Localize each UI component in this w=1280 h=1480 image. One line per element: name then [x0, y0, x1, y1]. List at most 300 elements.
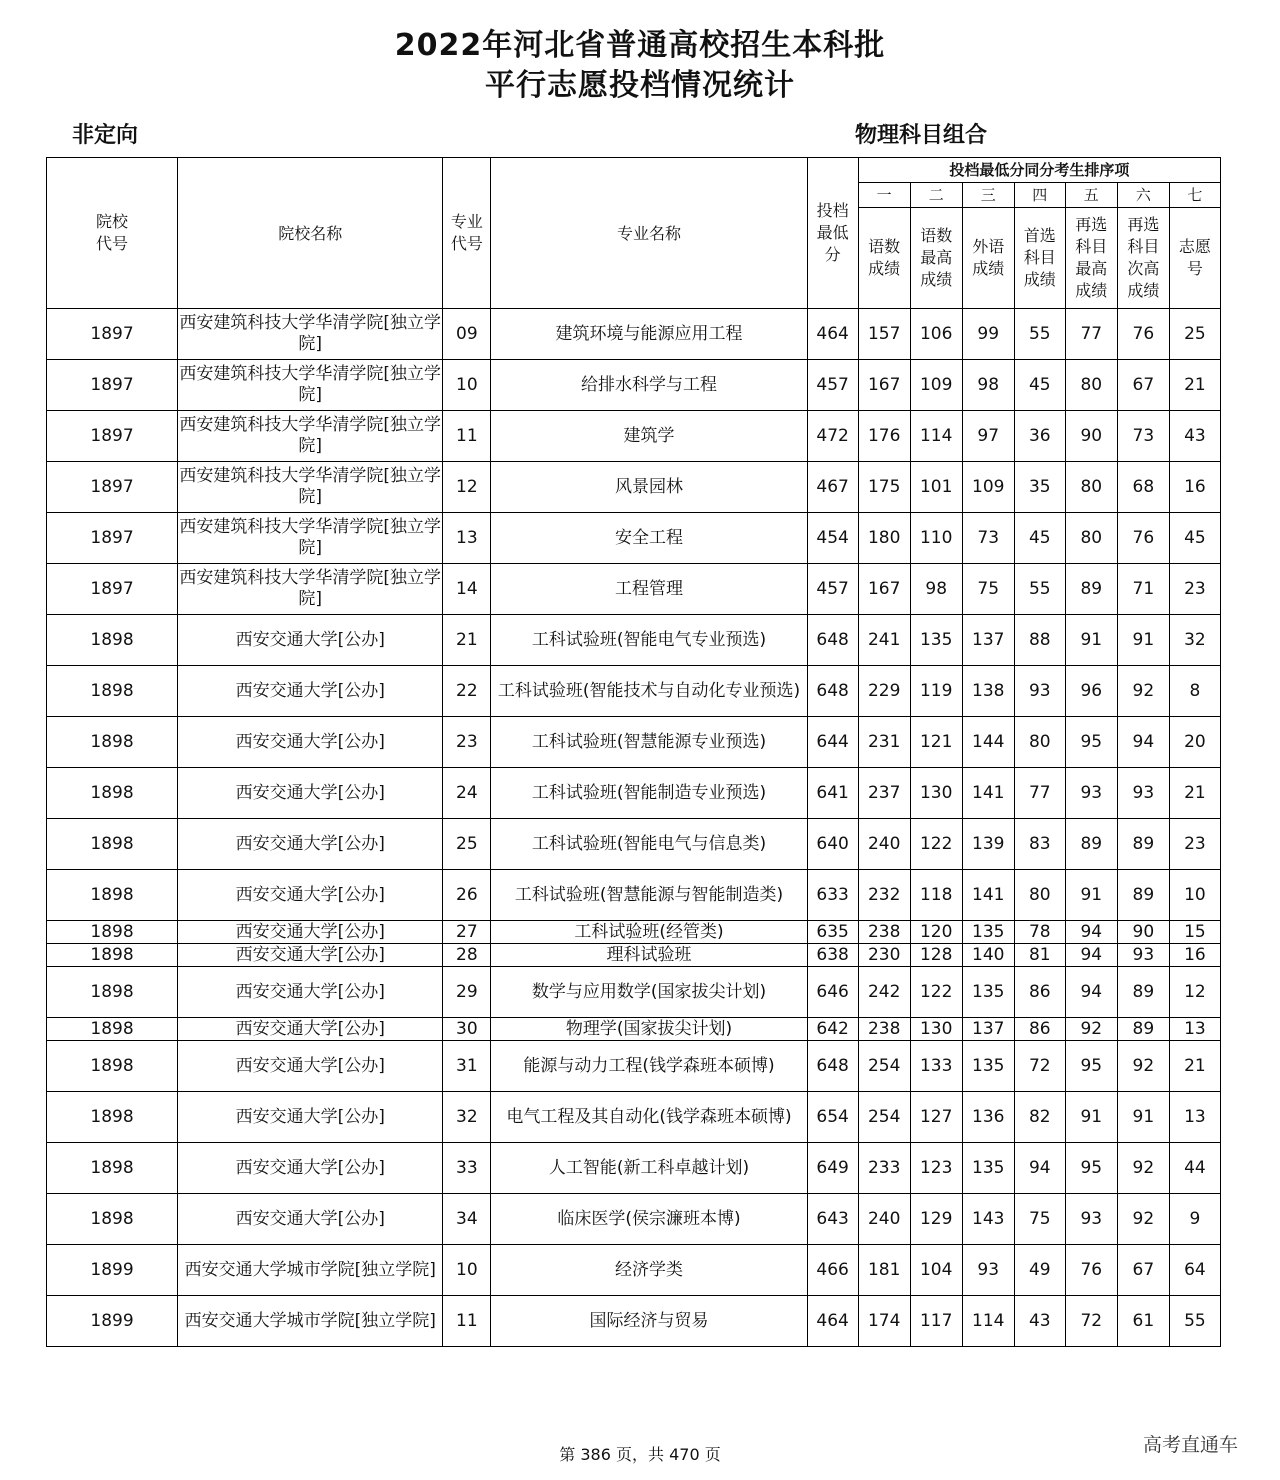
min-score-cell: 457 — [807, 564, 858, 615]
table-row — [47, 462, 1221, 513]
major-name-cell: 风景园林 — [491, 462, 807, 513]
school-name-cell: 西安建筑科技大学华清学院[独立学院] — [178, 513, 443, 564]
score-cell: 76 — [1117, 513, 1169, 564]
score-cell: 130 — [910, 768, 962, 819]
major-name-cell: 建筑环境与能源应用工程 — [491, 309, 807, 360]
header-item: 再选科目次高成绩 — [1117, 208, 1169, 309]
major-code-cell: 33 — [443, 1143, 491, 1194]
score-cell: 21 — [1169, 768, 1220, 819]
score-cell: 238 — [858, 921, 910, 944]
school-name-cell: 西安建筑科技大学华清学院[独立学院] — [178, 564, 443, 615]
header-item: 再选科目最高成绩 — [1065, 208, 1117, 309]
min-score-cell: 643 — [807, 1194, 858, 1245]
header-item: 首选科目成绩 — [1014, 208, 1065, 309]
score-cell: 36 — [1014, 411, 1065, 462]
min-score-cell: 646 — [807, 967, 858, 1018]
score-cell: 68 — [1117, 462, 1169, 513]
school-code-cell: 1898 — [47, 944, 178, 967]
school-name-cell: 西安建筑科技大学华清学院[独立学院] — [178, 411, 443, 462]
table-row — [47, 944, 1221, 967]
score-cell: 122 — [910, 819, 962, 870]
score-cell: 137 — [962, 1018, 1014, 1041]
school-name-cell: 西安交通大学[公办] — [178, 615, 443, 666]
score-cell: 21 — [1169, 1041, 1220, 1092]
header-order: 六 — [1117, 183, 1169, 208]
major-name-cell: 工科试验班(智慧能源专业预选) — [491, 717, 807, 768]
score-cell: 120 — [910, 921, 962, 944]
table-row — [47, 768, 1221, 819]
score-cell: 16 — [1169, 944, 1220, 967]
table-row — [47, 1245, 1221, 1296]
score-cell: 95 — [1065, 1143, 1117, 1194]
table-row — [47, 921, 1221, 944]
school-name-cell: 西安建筑科技大学华清学院[独立学院] — [178, 462, 443, 513]
score-cell: 80 — [1014, 717, 1065, 768]
major-name-cell: 安全工程 — [491, 513, 807, 564]
major-code-cell: 11 — [443, 411, 491, 462]
page-title: 2022年河北省普通高校招生本科批 — [394, 28, 886, 63]
major-name-cell: 数学与应用数学(国家拔尖计划) — [491, 967, 807, 1018]
score-cell: 72 — [1065, 1296, 1117, 1347]
score-cell: 9 — [1169, 1194, 1220, 1245]
major-name-cell: 人工智能(新工科卓越计划) — [491, 1143, 807, 1194]
score-cell: 71 — [1117, 564, 1169, 615]
major-name-cell: 理科试验班 — [491, 944, 807, 967]
header-order: 七 — [1169, 183, 1220, 208]
school-name-cell: 西安交通大学[公办] — [178, 768, 443, 819]
score-cell: 92 — [1117, 1194, 1169, 1245]
min-score-cell: 644 — [807, 717, 858, 768]
score-cell: 93 — [962, 1245, 1014, 1296]
score-cell: 80 — [1065, 462, 1117, 513]
score-cell: 43 — [1014, 1296, 1065, 1347]
header-major-code: 专业代号 — [443, 158, 491, 309]
score-cell: 15 — [1169, 921, 1220, 944]
score-cell: 75 — [1014, 1194, 1065, 1245]
score-cell: 98 — [962, 360, 1014, 411]
score-cell: 93 — [1117, 768, 1169, 819]
score-cell: 130 — [910, 1018, 962, 1041]
category-label: 非定向 — [72, 123, 139, 148]
header-tiebreak-group: 投档最低分同分考生排序项 — [858, 158, 1220, 183]
score-cell: 86 — [1014, 1018, 1065, 1041]
school-code-cell: 1898 — [47, 819, 178, 870]
score-cell: 240 — [858, 819, 910, 870]
score-cell: 90 — [1065, 411, 1117, 462]
score-cell: 21 — [1169, 360, 1220, 411]
score-cell: 80 — [1065, 513, 1117, 564]
score-cell: 229 — [858, 666, 910, 717]
score-cell: 139 — [962, 819, 1014, 870]
major-code-cell: 09 — [443, 309, 491, 360]
school-code-cell: 1898 — [47, 1018, 178, 1041]
score-cell: 13 — [1169, 1018, 1220, 1041]
score-cell: 135 — [962, 921, 1014, 944]
major-name-cell: 建筑学 — [491, 411, 807, 462]
table-row — [47, 1018, 1221, 1041]
min-score-cell: 467 — [807, 462, 858, 513]
major-code-cell: 21 — [443, 615, 491, 666]
major-code-cell: 34 — [443, 1194, 491, 1245]
school-code-cell: 1898 — [47, 717, 178, 768]
score-cell: 240 — [858, 1194, 910, 1245]
min-score-cell: 457 — [807, 360, 858, 411]
min-score-cell: 649 — [807, 1143, 858, 1194]
min-score-cell: 472 — [807, 411, 858, 462]
score-cell: 67 — [1117, 1245, 1169, 1296]
score-cell: 73 — [1117, 411, 1169, 462]
score-cell: 92 — [1065, 1018, 1117, 1041]
min-score-cell: 648 — [807, 1041, 858, 1092]
school-name-cell: 西安交通大学[公办] — [178, 819, 443, 870]
school-name-cell: 西安交通大学[公办] — [178, 717, 443, 768]
score-cell: 64 — [1169, 1245, 1220, 1296]
score-cell: 45 — [1169, 513, 1220, 564]
school-name-cell: 西安交通大学[公办] — [178, 1194, 443, 1245]
score-cell: 80 — [1014, 870, 1065, 921]
score-cell: 135 — [962, 967, 1014, 1018]
score-cell: 23 — [1169, 819, 1220, 870]
score-cell: 93 — [1065, 1194, 1117, 1245]
score-cell: 181 — [858, 1245, 910, 1296]
score-cell: 167 — [858, 564, 910, 615]
score-cell: 175 — [858, 462, 910, 513]
score-cell: 135 — [910, 615, 962, 666]
min-score-cell: 640 — [807, 819, 858, 870]
score-cell: 127 — [910, 1092, 962, 1143]
school-name-cell: 西安建筑科技大学华清学院[独立学院] — [178, 309, 443, 360]
score-cell: 117 — [910, 1296, 962, 1347]
min-score-cell: 466 — [807, 1245, 858, 1296]
table-row — [47, 513, 1221, 564]
school-code-cell: 1897 — [47, 462, 178, 513]
score-cell: 123 — [910, 1143, 962, 1194]
major-name-cell: 物理学(国家拔尖计划) — [491, 1018, 807, 1041]
score-cell: 92 — [1117, 666, 1169, 717]
score-cell: 254 — [858, 1041, 910, 1092]
school-code-cell: 1897 — [47, 411, 178, 462]
score-cell: 8 — [1169, 666, 1220, 717]
page-number: 第 386 页，共 470 页 — [559, 1445, 721, 1464]
score-cell: 20 — [1169, 717, 1220, 768]
score-cell: 110 — [910, 513, 962, 564]
score-cell: 12 — [1169, 967, 1220, 1018]
score-cell: 89 — [1117, 870, 1169, 921]
header-order: 三 — [962, 183, 1014, 208]
major-code-cell: 27 — [443, 921, 491, 944]
header-item: 语数成绩 — [858, 208, 910, 309]
score-cell: 230 — [858, 944, 910, 967]
min-score-cell: 648 — [807, 615, 858, 666]
table-row — [47, 819, 1221, 870]
score-cell: 119 — [910, 666, 962, 717]
major-code-cell: 24 — [443, 768, 491, 819]
score-cell: 94 — [1065, 944, 1117, 967]
school-code-cell: 1898 — [47, 1143, 178, 1194]
score-cell: 180 — [858, 513, 910, 564]
score-cell: 73 — [962, 513, 1014, 564]
score-cell: 174 — [858, 1296, 910, 1347]
score-cell: 241 — [858, 615, 910, 666]
score-cell: 99 — [962, 309, 1014, 360]
score-cell: 157 — [858, 309, 910, 360]
school-code-cell: 1899 — [47, 1245, 178, 1296]
score-cell: 67 — [1117, 360, 1169, 411]
major-name-cell: 经济学类 — [491, 1245, 807, 1296]
school-name-cell: 西安建筑科技大学华清学院[独立学院] — [178, 360, 443, 411]
score-cell: 104 — [910, 1245, 962, 1296]
school-name-cell: 西安交通大学[公办] — [178, 666, 443, 717]
score-cell: 93 — [1065, 768, 1117, 819]
major-name-cell: 工科试验班(智能制造专业预选) — [491, 768, 807, 819]
score-cell: 82 — [1014, 1092, 1065, 1143]
watermark: 高考直通车 — [1143, 1434, 1239, 1456]
score-cell: 80 — [1065, 360, 1117, 411]
score-cell: 92 — [1117, 1143, 1169, 1194]
score-cell: 101 — [910, 462, 962, 513]
header-order: 五 — [1065, 183, 1117, 208]
score-cell: 13 — [1169, 1092, 1220, 1143]
school-code-cell: 1898 — [47, 1194, 178, 1245]
header-min-score: 投档最低分 — [807, 158, 858, 309]
major-code-cell: 13 — [443, 513, 491, 564]
table-row — [47, 967, 1221, 1018]
score-cell: 143 — [962, 1194, 1014, 1245]
school-code-cell: 1898 — [47, 1041, 178, 1092]
table-row — [47, 564, 1221, 615]
score-cell: 77 — [1065, 309, 1117, 360]
school-name-cell: 西安交通大学[公办] — [178, 967, 443, 1018]
major-name-cell: 给排水科学与工程 — [491, 360, 807, 411]
school-name-cell: 西安交通大学[公办] — [178, 870, 443, 921]
major-name-cell: 工程管理 — [491, 564, 807, 615]
score-cell: 109 — [962, 462, 1014, 513]
major-code-cell: 12 — [443, 462, 491, 513]
score-cell: 86 — [1014, 967, 1065, 1018]
header-school-code: 院校代号 — [47, 158, 178, 309]
score-cell: 78 — [1014, 921, 1065, 944]
score-cell: 167 — [858, 360, 910, 411]
subject-combination-label: 物理科目组合 — [855, 123, 988, 148]
school-name-cell: 西安交通大学城市学院[独立学院] — [178, 1296, 443, 1347]
score-cell: 55 — [1014, 564, 1065, 615]
score-cell: 140 — [962, 944, 1014, 967]
school-code-cell: 1899 — [47, 1296, 178, 1347]
school-name-cell: 西安交通大学[公办] — [178, 1143, 443, 1194]
school-name-cell: 西安交通大学[公办] — [178, 1092, 443, 1143]
score-cell: 91 — [1117, 615, 1169, 666]
score-cell: 91 — [1117, 1092, 1169, 1143]
major-code-cell: 29 — [443, 967, 491, 1018]
school-code-cell: 1897 — [47, 513, 178, 564]
major-name-cell: 工科试验班(经管类) — [491, 921, 807, 944]
score-cell: 176 — [858, 411, 910, 462]
score-cell: 81 — [1014, 944, 1065, 967]
score-cell: 109 — [910, 360, 962, 411]
major-name-cell: 工科试验班(智慧能源与智能制造类) — [491, 870, 807, 921]
score-cell: 83 — [1014, 819, 1065, 870]
score-cell: 135 — [962, 1041, 1014, 1092]
major-code-cell: 11 — [443, 1296, 491, 1347]
major-code-cell: 32 — [443, 1092, 491, 1143]
score-cell: 76 — [1065, 1245, 1117, 1296]
table-row — [47, 411, 1221, 462]
header-school-name: 院校名称 — [178, 158, 443, 309]
min-score-cell: 642 — [807, 1018, 858, 1041]
score-cell: 94 — [1065, 921, 1117, 944]
score-cell: 98 — [910, 564, 962, 615]
score-cell: 44 — [1169, 1143, 1220, 1194]
major-name-cell: 工科试验班(智能电气专业预选) — [491, 615, 807, 666]
admission-table — [46, 157, 1221, 1347]
score-cell: 95 — [1065, 717, 1117, 768]
header-item: 语数最高成绩 — [910, 208, 962, 309]
score-cell: 141 — [962, 870, 1014, 921]
score-cell: 144 — [962, 717, 1014, 768]
school-code-cell: 1898 — [47, 615, 178, 666]
score-cell: 23 — [1169, 564, 1220, 615]
score-cell: 89 — [1065, 819, 1117, 870]
major-code-cell: 10 — [443, 360, 491, 411]
school-code-cell: 1898 — [47, 967, 178, 1018]
major-name-cell: 电气工程及其自动化(钱学森班本硕博) — [491, 1092, 807, 1143]
school-name-cell: 西安交通大学[公办] — [178, 1018, 443, 1041]
score-cell: 96 — [1065, 666, 1117, 717]
school-name-cell: 西安交通大学城市学院[独立学院] — [178, 1245, 443, 1296]
table-row — [47, 1092, 1221, 1143]
score-cell: 141 — [962, 768, 1014, 819]
score-cell: 118 — [910, 870, 962, 921]
score-cell: 88 — [1014, 615, 1065, 666]
score-cell: 72 — [1014, 1041, 1065, 1092]
table-row — [47, 717, 1221, 768]
min-score-cell: 641 — [807, 768, 858, 819]
score-cell: 89 — [1117, 967, 1169, 1018]
score-cell: 137 — [962, 615, 1014, 666]
header-order: 二 — [910, 183, 962, 208]
score-cell: 242 — [858, 967, 910, 1018]
school-code-cell: 1898 — [47, 1092, 178, 1143]
table-row — [47, 360, 1221, 411]
major-name-cell: 临床医学(侯宗濂班本博) — [491, 1194, 807, 1245]
school-name-cell: 西安交通大学[公办] — [178, 921, 443, 944]
school-code-cell: 1898 — [47, 768, 178, 819]
score-cell: 114 — [962, 1296, 1014, 1347]
score-cell: 91 — [1065, 870, 1117, 921]
score-cell: 45 — [1014, 513, 1065, 564]
school-name-cell: 西安交通大学[公办] — [178, 1041, 443, 1092]
major-code-cell: 22 — [443, 666, 491, 717]
header-major-name: 专业名称 — [491, 158, 807, 309]
score-cell: 106 — [910, 309, 962, 360]
score-cell: 49 — [1014, 1245, 1065, 1296]
score-cell: 25 — [1169, 309, 1220, 360]
score-cell: 138 — [962, 666, 1014, 717]
score-cell: 45 — [1014, 360, 1065, 411]
school-name-cell: 西安交通大学[公办] — [178, 944, 443, 967]
score-cell: 114 — [910, 411, 962, 462]
header-item: 志愿号 — [1169, 208, 1220, 309]
header-order: 一 — [858, 183, 910, 208]
score-cell: 16 — [1169, 462, 1220, 513]
score-cell: 97 — [962, 411, 1014, 462]
table-row — [47, 870, 1221, 921]
score-cell: 136 — [962, 1092, 1014, 1143]
school-code-cell: 1898 — [47, 921, 178, 944]
major-code-cell: 23 — [443, 717, 491, 768]
header-order: 四 — [1014, 183, 1065, 208]
major-code-cell: 25 — [443, 819, 491, 870]
score-cell: 128 — [910, 944, 962, 967]
score-cell: 93 — [1117, 944, 1169, 967]
min-score-cell: 648 — [807, 666, 858, 717]
score-cell: 94 — [1065, 967, 1117, 1018]
major-code-cell: 28 — [443, 944, 491, 967]
header-item: 外语成绩 — [962, 208, 1014, 309]
score-cell: 77 — [1014, 768, 1065, 819]
score-cell: 55 — [1169, 1296, 1220, 1347]
min-score-cell: 464 — [807, 309, 858, 360]
major-code-cell: 30 — [443, 1018, 491, 1041]
score-cell: 35 — [1014, 462, 1065, 513]
score-cell: 233 — [858, 1143, 910, 1194]
score-cell: 32 — [1169, 615, 1220, 666]
score-cell: 91 — [1065, 1092, 1117, 1143]
score-cell: 95 — [1065, 1041, 1117, 1092]
table-row — [47, 666, 1221, 717]
min-score-cell: 654 — [807, 1092, 858, 1143]
score-cell: 89 — [1065, 564, 1117, 615]
major-name-cell: 工科试验班(智能技术与自动化专业预选) — [491, 666, 807, 717]
score-cell: 231 — [858, 717, 910, 768]
score-cell: 94 — [1014, 1143, 1065, 1194]
score-cell: 121 — [910, 717, 962, 768]
score-cell: 76 — [1117, 309, 1169, 360]
score-cell: 94 — [1117, 717, 1169, 768]
table-row — [47, 1041, 1221, 1092]
score-cell: 10 — [1169, 870, 1220, 921]
major-code-cell: 26 — [443, 870, 491, 921]
score-cell: 91 — [1065, 615, 1117, 666]
table-row — [47, 615, 1221, 666]
score-cell: 93 — [1014, 666, 1065, 717]
min-score-cell: 638 — [807, 944, 858, 967]
table-row — [47, 1143, 1221, 1194]
min-score-cell: 464 — [807, 1296, 858, 1347]
school-code-cell: 1898 — [47, 870, 178, 921]
school-code-cell: 1897 — [47, 309, 178, 360]
score-cell: 43 — [1169, 411, 1220, 462]
score-cell: 135 — [962, 1143, 1014, 1194]
score-cell: 237 — [858, 768, 910, 819]
score-cell: 89 — [1117, 819, 1169, 870]
school-code-cell: 1898 — [47, 666, 178, 717]
min-score-cell: 454 — [807, 513, 858, 564]
score-cell: 75 — [962, 564, 1014, 615]
score-cell: 89 — [1117, 1018, 1169, 1041]
min-score-cell: 635 — [807, 921, 858, 944]
score-cell: 122 — [910, 967, 962, 1018]
score-cell: 133 — [910, 1041, 962, 1092]
score-cell: 61 — [1117, 1296, 1169, 1347]
table-row — [47, 309, 1221, 360]
school-code-cell: 1897 — [47, 564, 178, 615]
score-cell: 129 — [910, 1194, 962, 1245]
major-name-cell: 国际经济与贸易 — [491, 1296, 807, 1347]
score-cell: 92 — [1117, 1041, 1169, 1092]
major-code-cell: 14 — [443, 564, 491, 615]
score-cell: 232 — [858, 870, 910, 921]
